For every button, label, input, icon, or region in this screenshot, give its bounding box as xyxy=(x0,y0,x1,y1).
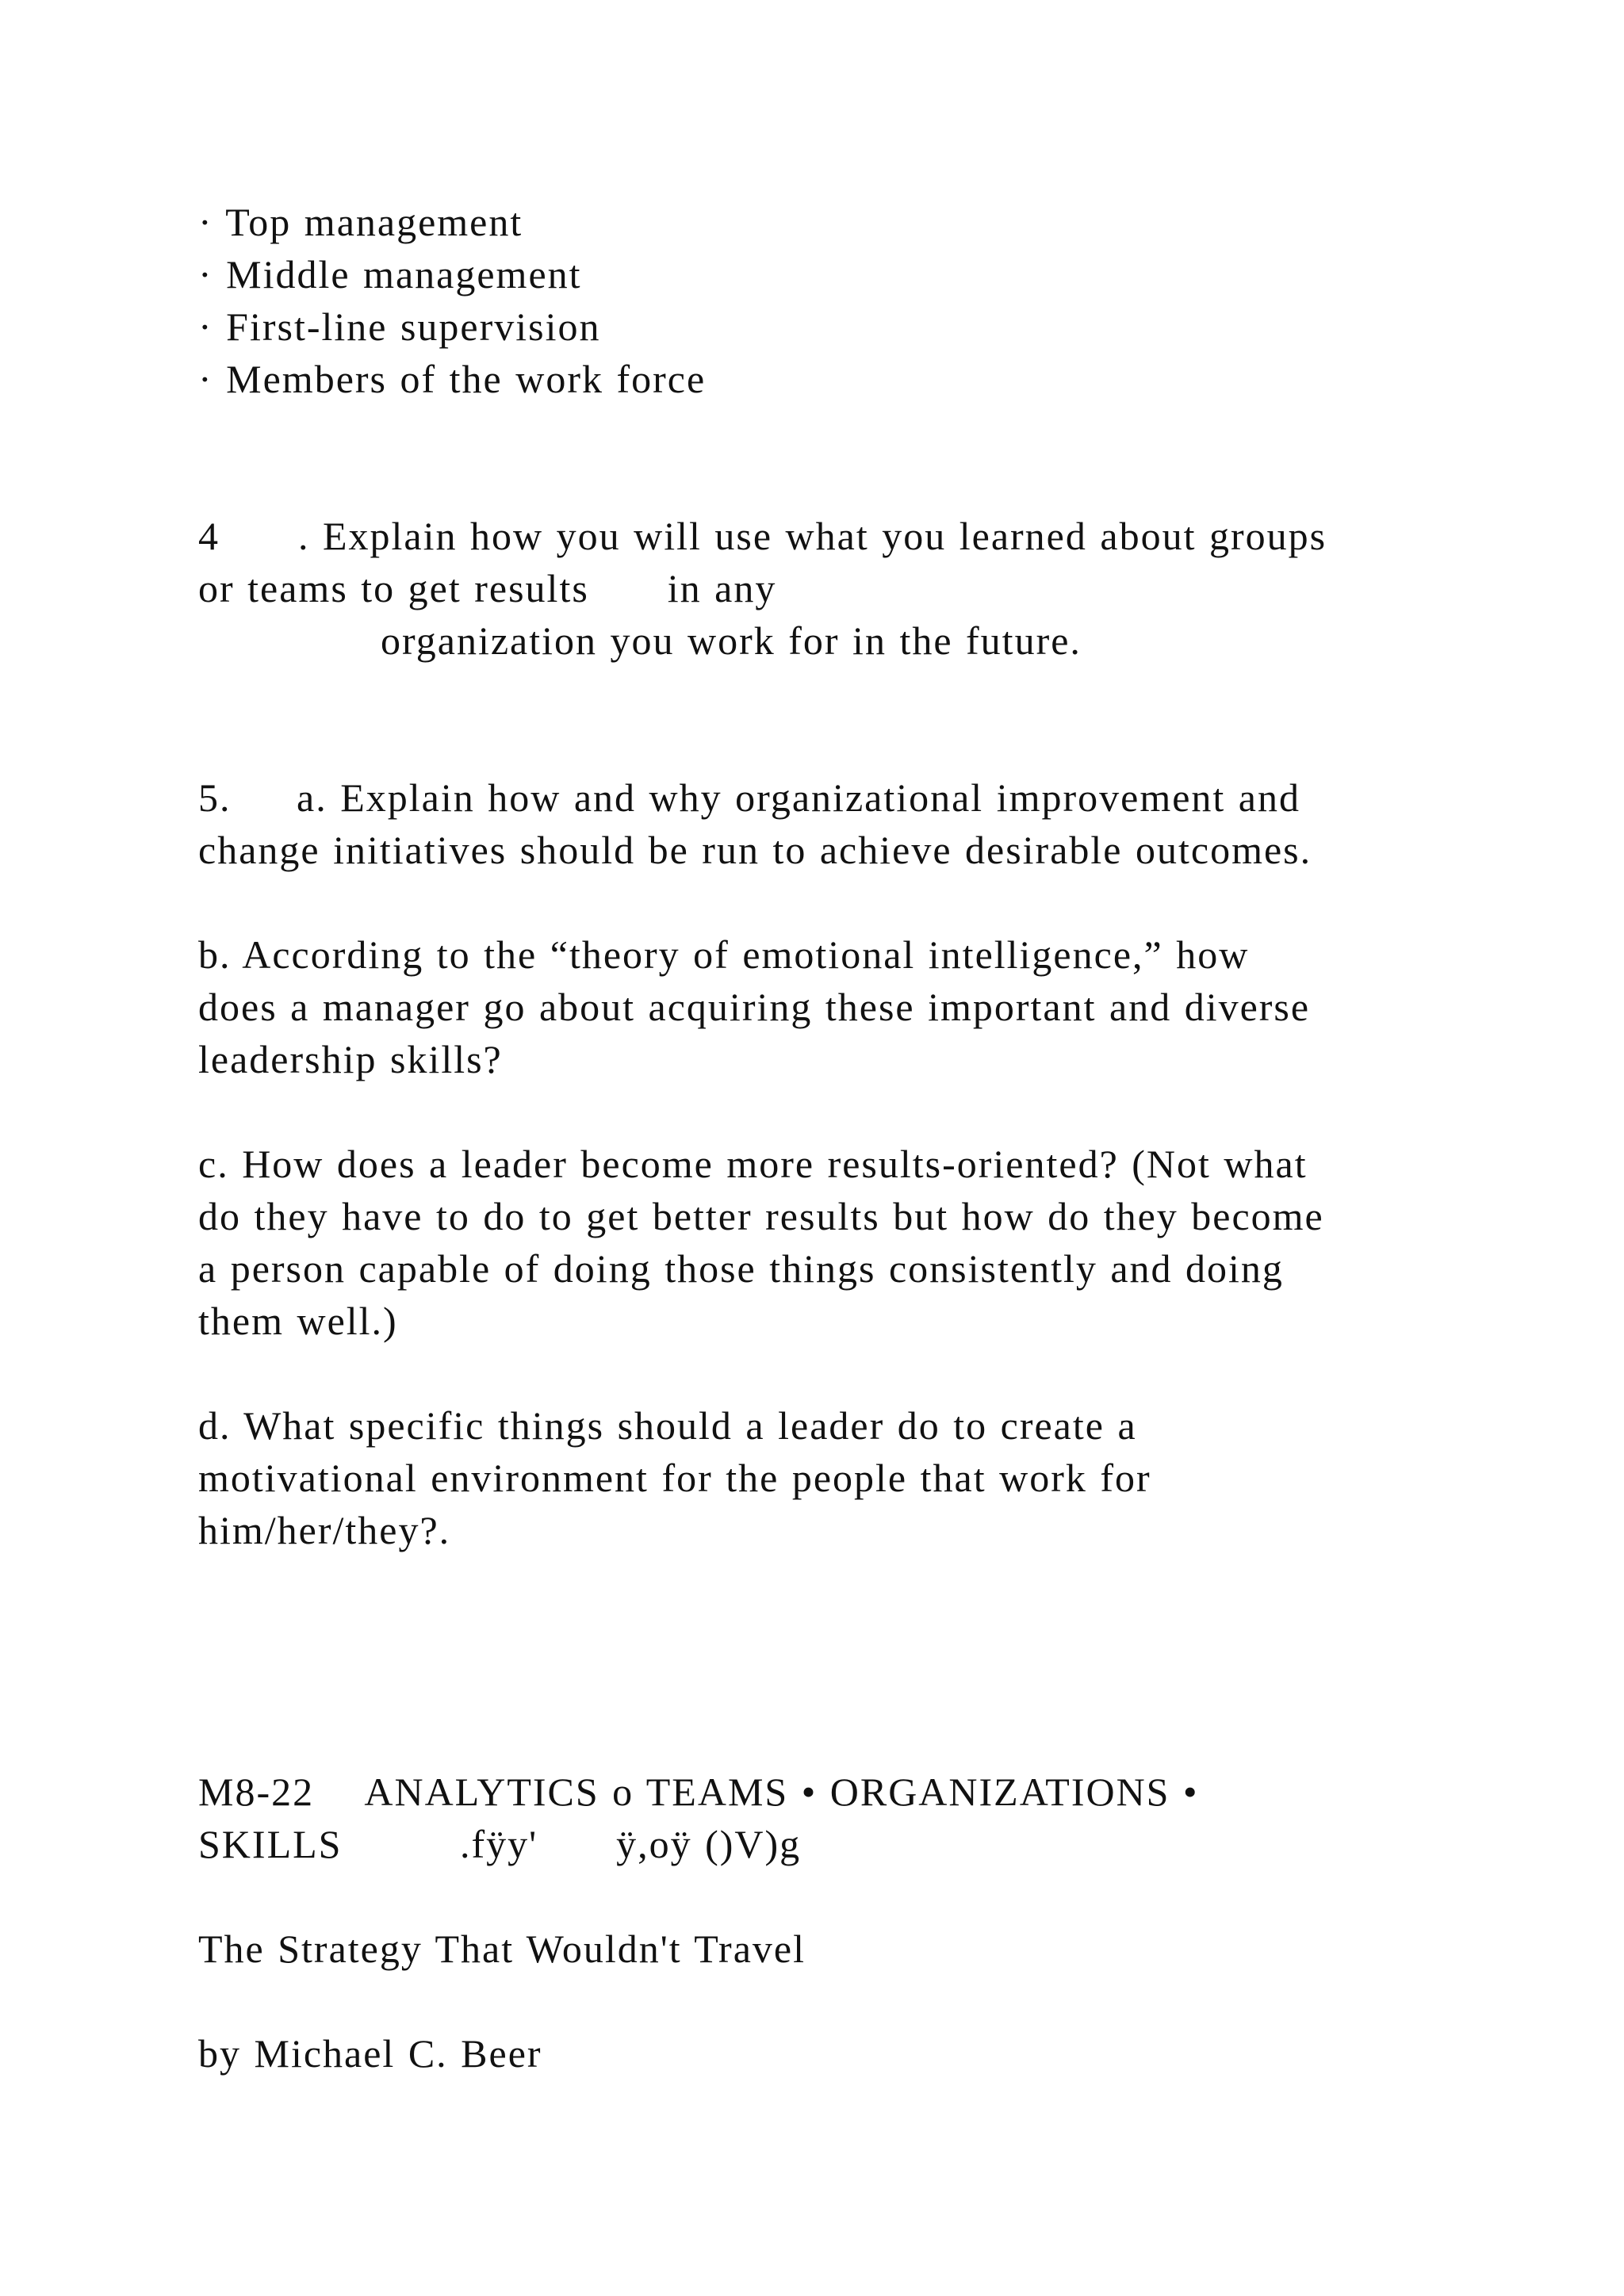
question-5d-line: motivational environment for the people that work for xyxy=(198,1456,1151,1500)
question-5b-line: leadership skills? xyxy=(198,1037,503,1081)
question-5b-line: b. According to the “theory of emotional intelligence,” how xyxy=(198,932,1250,977)
question-5a-line: 5. a. Explain how and why organizational improvement and xyxy=(198,775,1300,820)
question-4-line: 4 . Explain how you will use what you learned about groups xyxy=(198,514,1327,558)
question-5c-line: them well.) xyxy=(198,1299,398,1343)
running-header: M8-22 ANALYTICS o TEAMS • ORGANIZATIONS • xyxy=(198,1770,1199,1814)
article-byline: by Michael C. Beer xyxy=(198,2031,542,2076)
question-5c-line: do they have to do to get better results but how do they become xyxy=(198,1194,1324,1238)
question-5b-line: does a manager go about acquiring these important and diverse xyxy=(198,985,1311,1029)
bullet-item: · First-line supervision xyxy=(198,304,601,349)
running-header: SKILLS .fÿy' ÿ,oÿ ()V)g xyxy=(198,1822,802,1866)
article-title: The Strategy That Wouldn't Travel xyxy=(198,1927,806,1971)
question-4-line: or teams to get results in any xyxy=(198,566,777,610)
question-5c-line: c. How does a leader become more results-oriented? (Not what xyxy=(198,1142,1308,1186)
question-4-line: organization you work for in the future. xyxy=(381,618,1082,663)
question-5d-line: him/her/they?. xyxy=(198,1508,451,1552)
bullet-item: · Middle management xyxy=(198,252,582,297)
question-5d-line: d. What specific things should a leader do to create a xyxy=(198,1403,1137,1448)
bullet-item: · Top management xyxy=(198,200,523,244)
question-5a-line: change initiatives should be run to achieve desirable outcomes. xyxy=(198,828,1312,872)
question-5c-line: a person capable of doing those things consistently and doing xyxy=(198,1246,1284,1291)
bullet-item: · Members of the work force xyxy=(198,357,707,401)
